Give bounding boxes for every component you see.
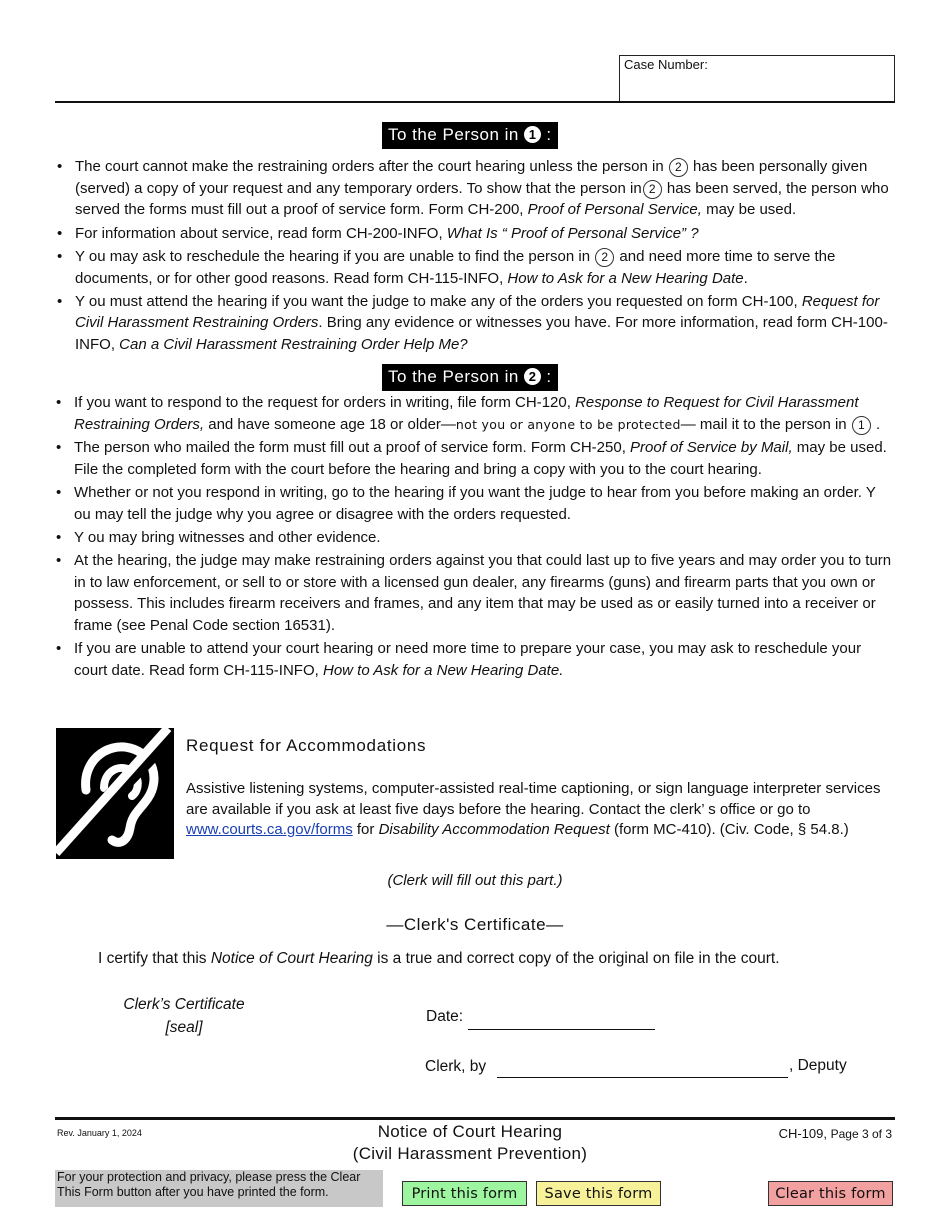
list-item [55,527,895,549]
bullet-text: Y ou may bring witnesses and other evidence. [74,528,381,546]
list-item [55,550,895,637]
clerk-by-label: Clerk, by [425,1058,487,1075]
accommodations-title: Request for Accommodations [186,736,427,755]
bullet-emphasis: not you or anyone to be protected [455,416,681,432]
bullet-text: and have someone age 18 or older— [208,415,456,433]
bullet-text: The person who mailed the form must fill out a proof of service form. Form CH-250, [74,438,626,456]
date-field[interactable] [468,1029,655,1030]
list-item [56,246,896,289]
case-number-label: Case Number: [624,57,708,72]
bullet-text: may be used. [706,201,797,219]
clerk-by-field[interactable] [497,1077,788,1078]
list-item [56,223,896,245]
number-2-icon: 2 [669,158,688,177]
clear-form-button[interactable]: Clear this form [768,1181,893,1206]
list-item [56,156,896,221]
form-id [700,1126,892,1141]
bullet-text: . Bring any evidence or witnesses you have. For more information, read form CH-100-INFO, [75,314,888,354]
bullet-text: Whether or not you respond in writing, go to the hearing if you want the judge to hear from you before making an order. Y ou may tell the judge why you agree or disagree with the orders requested. [74,483,876,523]
form-title-ref: Notice of Court Hearing [210,950,373,967]
form-title-ref: Request for Civil Harassment Restraining Orders [75,292,880,332]
bullet-text: At the hearing, the judge may make restraining orders against you that could last up to five years and may order you to turn in to law enforcement, or sell to or store with a licensed gun dealer, any firearms (guns) and firearm parts that you own or possess. This includes firearm receivers and frames, and any item that may be used as or easily turned into a receiver or frame (see Penal Code section 16531). [74,551,892,635]
clerk-certificate-title: —Clerk's Certificate— [386,915,564,934]
person-1-instructions [56,156,896,357]
print-form-button[interactable]: Print this form [402,1181,527,1206]
list-item [55,482,895,525]
hearing-assistance-icon [56,728,174,859]
form-title-ref: Can a Civil Harassment Restraining Order Help Me? [119,336,468,354]
bullet-text: has been served, the person who served the forms must fill out a proof of service form. Form CH-200, [75,179,889,219]
bullet-text: . [743,269,748,287]
section-header-colon: : [546,367,552,386]
bullet-text: — mail it to the person in [680,415,847,433]
accommodations-text [186,779,901,841]
deputy-label: , Deputy [789,1057,847,1074]
bullet-text: If you want to respond to the request for orders in writing, file form CH-120, [74,394,571,411]
section-header-text: To the Person in [388,125,519,144]
number-1-icon: 1 [852,416,871,435]
form-subtitle-line: (Civil Harassment Prevention) [352,1144,588,1163]
number-1-icon: 1 [524,126,541,143]
form-title-ref: Response to Request for Civil Harassment Restraining Orders, [74,394,859,433]
bullet-text: has been personally given (served) a copy of your request and any temporary orders. To show that the person in [75,158,868,197]
accommodations-body: (form MC-410). (Civ. Code, § 54.8.) [613,821,849,838]
bullet-text: Y ou may ask to reschedule the hearing if you are unable to find the person in [75,247,591,265]
form-title-ref: Proof of Personal Service, [527,201,702,219]
form-title-ref: What Is “ Proof of Personal Service” ? [446,224,699,242]
list-item [55,392,895,435]
form-title-line: Notice of Court Hearing [377,1122,563,1141]
bullet-text: For information about service, read form CH-200-INFO, [75,224,443,242]
seal-label: Clerk’s Certificate [123,996,245,1013]
seal-placeholder: [seal] [165,1019,203,1036]
form-title-ref: Proof of Service by Mail, [630,438,793,456]
person-2-instructions [55,392,895,683]
bullet-text: may be used. File the completed form with the court before the hearing and bring a copy with you to the court hearing. [74,438,887,478]
page-number: Page 3 of 3 [830,1127,892,1141]
clerk-note: (Clerk will fill out this part.) [387,872,563,889]
section-header-text: To the Person in [388,367,519,386]
case-number-field[interactable] [619,55,895,103]
bullet-text: and need more time to serve the documents, or for other good reasons. Read form CH-115-INFO, [75,247,836,287]
header-divider [55,101,895,103]
list-item [55,437,895,480]
bullet-text: Y ou must attend the hearing if you want the judge to make any of the orders you requested on form CH-100, [75,292,798,310]
number-2-icon: 2 [524,368,541,385]
certify-statement [98,950,780,968]
clerk-seal-area [110,993,258,1039]
form-title [300,1121,640,1165]
privacy-note: For your protection and privacy, please press the Clear This Form button after you have printed the form. [55,1170,383,1207]
section-header-person-2 [382,364,558,391]
number-2-icon: 2 [595,248,614,267]
list-item [56,291,896,356]
list-item [55,638,895,681]
accommodations-body: Assistive listening systems, computer-assisted real-time captioning, or sign language interpreter services are available if you ask at least five days before the hearing. Contact the clerk’ s office or go to [186,780,881,818]
save-form-button[interactable]: Save this form [536,1181,661,1206]
section-header-person-1 [382,122,558,149]
bullet-text: The court cannot make the restraining orders after the court hearing unless the person in [75,158,664,175]
number-2-icon: 2 [643,180,662,199]
bullet-text: If you are unable to attend your court hearing or need more time to prepare your case, you may ask to reschedule your court date. Read form CH-115-INFO, [74,640,862,679]
bullet-text: . [876,415,881,433]
form-title-ref: How to Ask for a New Hearing Date [507,269,744,287]
form-number: CH-109, [778,1126,827,1141]
accommodations-body: for [356,821,375,838]
form-title-ref: How to Ask for a New Hearing Date. [322,661,564,679]
courts-forms-link[interactable]: www.courts.ca.gov/forms [186,821,353,838]
form-title-ref: Disability Accommodation Request [378,821,610,838]
certify-text: is a true and correct copy of the original on file in the court. [377,950,780,967]
section-header-colon: : [546,125,552,144]
revision-date: Rev. January 1, 2024 [57,1128,142,1138]
certify-text: I certify that this [98,950,207,967]
date-label: Date: [426,1008,464,1025]
footer-divider [55,1117,895,1120]
